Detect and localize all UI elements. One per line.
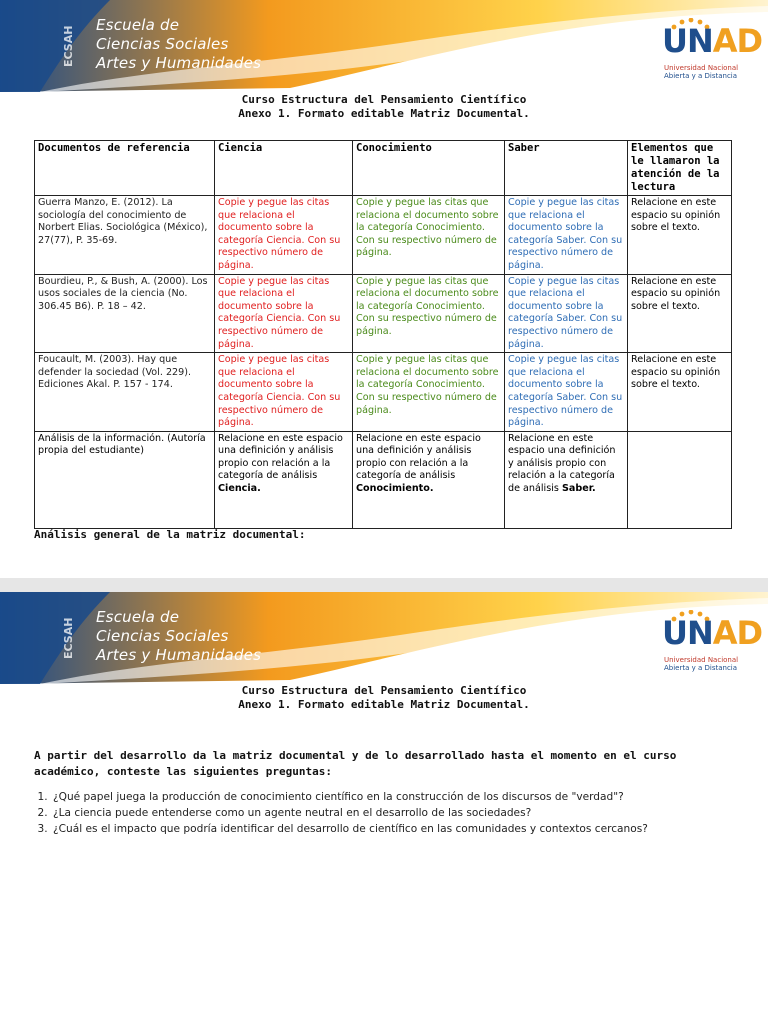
header-ciencia: Ciencia	[215, 141, 353, 196]
logo-sub-2: Abierta y a Distancia	[664, 72, 738, 80]
school-line-1: Escuela de	[96, 16, 180, 34]
analysis-ciencia-text: Relacione en este espacio una definición y análisis propio con relación a la categoría de análisis	[218, 432, 343, 482]
cell-ciencia[interactable]: Copie y pegue las citas que relaciona el documento sobre la categoría Ciencia. Con su respectivo número de página.	[215, 196, 353, 275]
school-line-3: Artes y Humanidades	[96, 646, 262, 664]
table-row	[35, 274, 732, 353]
logo-un: UN	[662, 22, 713, 60]
logo-un: UN	[662, 614, 713, 652]
questions-intro: A partir del desarrollo da la matriz documental y de lo desarrollado hasta el momento en el curso académico, conteste las siguientes preguntas:	[34, 749, 677, 778]
school-line-3: Artes y Humanidades	[96, 54, 262, 72]
doc-subtitle: Anexo 1. Formato editable Matriz Documental.	[238, 698, 530, 711]
header-documentos: Documentos de referencia	[35, 141, 215, 196]
doc-subtitle: Anexo 1. Formato editable Matriz Documental.	[238, 107, 530, 120]
cell-analysis-ciencia[interactable]	[215, 431, 353, 528]
analysis-saber-bold: Saber.	[561, 483, 596, 495]
cell-elementos[interactable]: Relacione en este espacio su opinión sobre el texto.	[628, 353, 732, 432]
school-name	[96, 16, 261, 73]
analysis-conocimiento-bold: Conocimiento.	[356, 483, 434, 495]
analysis-conocimiento-text: Relacione en este espacio una definición y análisis propio con relación a la categoría de análisis	[356, 432, 481, 482]
school-name	[96, 608, 261, 665]
logo-wordmark	[662, 614, 762, 652]
cell-saber[interactable]: Copie y pegue las citas que relaciona el documento sobre la categoría Saber. Con su respectivo número de página.	[505, 196, 628, 275]
cell-analysis-saber[interactable]	[505, 431, 628, 528]
cell-reference[interactable]: Foucault, M. (2003). Hay que defender la sociedad (Vol. 229). Ediciones Akal. P. 157 - 174.	[35, 353, 215, 432]
cell-elementos[interactable]: Relacione en este espacio su opinión sobre el texto.	[628, 274, 732, 353]
cell-analysis-conocimiento[interactable]	[353, 431, 505, 528]
header-conocimiento: Conocimiento	[353, 141, 505, 196]
header-banner	[0, 0, 768, 92]
cell-conocimiento[interactable]: Copie y pegue las citas que relaciona el documento sobre la categoría Conocimiento. Con su respectivo número de página.	[353, 196, 505, 275]
questions-list	[34, 789, 768, 837]
list-item: 3. ¿Cuál es el impacto que podría identificar del desarrollo de científico en las comunidades y contextos cercanos?	[51, 821, 768, 837]
table-row	[35, 353, 732, 432]
logo-ad: AD	[712, 614, 763, 652]
logo-sub-1: Universidad Nacional	[664, 656, 739, 664]
cell-reference[interactable]: Guerra Manzo, E. (2012). La sociología del conocimiento de Norbert Elias. Sociológica (México), 27(77), P. 35-69.	[35, 196, 215, 275]
doc-title: Curso Estructura del Pensamiento Científico	[241, 93, 527, 106]
unad-logo	[662, 18, 763, 88]
cell-saber[interactable]: Copie y pegue las citas que relaciona el documento sobre la categoría Saber. Con su respectivo número de página.	[505, 353, 628, 432]
list-item: 2. ¿La ciencia puede entenderse como un agente neutral en el desarrollo de las sociedades?	[51, 805, 768, 821]
header-saber: Saber	[505, 141, 628, 196]
ecsah-label: ECSAH	[62, 25, 75, 67]
table-header-row	[35, 141, 732, 196]
analysis-row	[35, 431, 732, 528]
cell-reference[interactable]: Bourdieu, P., & Bush, A. (2000). Los usos sociales de la ciencia (No. 306.45 B6). P. 18 – 42.	[35, 274, 215, 353]
ecsah-label: ECSAH	[62, 617, 75, 659]
header-elementos: Elementos que le llamaron la atención de la lectura	[628, 141, 732, 196]
cell-ciencia[interactable]: Copie y pegue las citas que relaciona el documento sobre la categoría Ciencia. Con su respectivo número de página.	[215, 353, 353, 432]
logo-ad: AD	[712, 22, 763, 60]
school-line-2: Ciencias Sociales	[96, 627, 229, 645]
table-row	[35, 196, 732, 275]
logo-wordmark	[662, 22, 762, 60]
cell-conocimiento[interactable]: Copie y pegue las citas que relaciona el documento sobre la categoría Conocimiento. Con su respectivo número de página.	[353, 353, 505, 432]
logo-subtitle	[664, 64, 738, 80]
school-line-1: Escuela de	[96, 608, 180, 626]
cell-analysis-reference[interactable]: Análisis de la información. (Autoría propia del estudiante)	[35, 431, 215, 528]
unad-logo	[662, 610, 763, 680]
list-item: 1. ¿Qué papel juega la producción de conocimiento científico en la construcción de los discursos de "verdad"?	[51, 789, 768, 805]
analysis-saber-text: Relacione en este espacio una definición y análisis propio con relación a la categoría de análisis	[508, 432, 616, 495]
cell-ciencia[interactable]: Copie y pegue las citas que relaciona el documento sobre la categoría Ciencia. Con su respectivo número de página.	[215, 274, 353, 353]
cell-analysis-elementos[interactable]	[628, 431, 732, 528]
logo-sub-2: Abierta y a Distancia	[664, 664, 738, 672]
analysis-title: Análisis general de la matriz documental:	[34, 528, 306, 541]
analysis-ciencia-bold: Ciencia.	[218, 483, 261, 495]
cell-saber[interactable]: Copie y pegue las citas que relaciona el documento sobre la categoría Saber. Con su respectivo número de página.	[505, 274, 628, 353]
cell-elementos[interactable]: Relacione en este espacio su opinión sobre el texto.	[628, 196, 732, 275]
school-line-2: Ciencias Sociales	[96, 35, 229, 53]
matrix-table	[34, 140, 732, 529]
logo-subtitle	[664, 656, 738, 672]
logo-sub-1: Universidad Nacional	[664, 64, 739, 72]
cell-conocimiento[interactable]: Copie y pegue las citas que relaciona el documento sobre la categoría Conocimiento. Con su respectivo número de página.	[353, 274, 505, 353]
header-banner	[0, 592, 768, 684]
doc-title: Curso Estructura del Pensamiento Científico	[241, 684, 527, 697]
